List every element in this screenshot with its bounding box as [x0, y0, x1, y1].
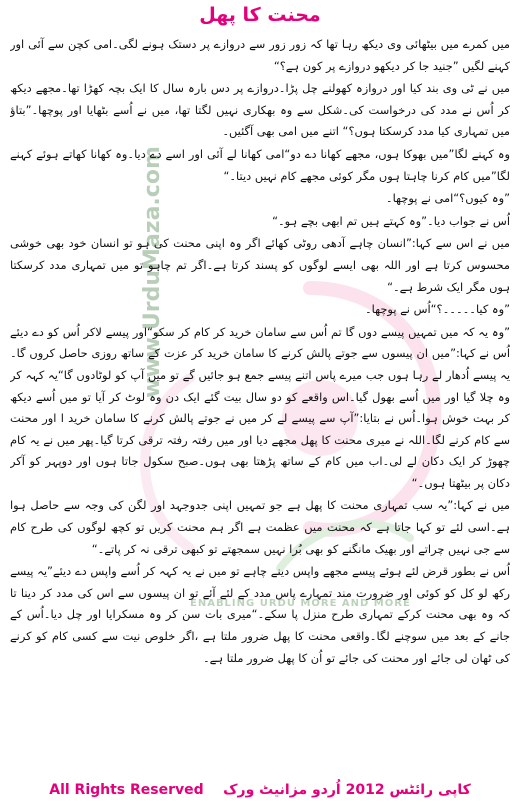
paragraph-5: اُس نے جواب دیا۔”وہ کہتے ہیں تم ابھی بچے ہو۔“	[272, 213, 510, 228]
paragraph-2: میں نے ٹی وی بند کیا اور دروازہ کھولنے چل پڑا۔دروازے پر دس بارہ سال کا ایک بچہ کھڑا تھا۔مجھے دیکھ کر اُس نے مدد کی درخواست کی۔شکل سے وہ بھکاری نہیں لگتا تھا، میں نے اُسے بٹھایا اور پوچھا۔”بتاؤ میں تمہاری کیا مدد کرسکتا ہوں؟“ اتنے میں امی بھی آگئیں۔	[10, 81, 510, 139]
copyright-footer	[0, 782, 520, 806]
rights-text: All Rights Reserved	[49, 782, 204, 798]
watermark-tagline: ENABLING URDU MORE AND MORE	[190, 598, 411, 609]
paragraph-7: ”وہ کیا۔۔۔۔۔؟“اُس نے پوچھا۔	[365, 302, 510, 317]
paragraph-6: میں نے اس سے کہا:”انسان چاہے آدھی روٹی کھائے اگر وہ اپنی محنت کی ہو تو انسان خود بھی خوشی محسوس کرتا ہے اور اللہ بھی ایسے لوگوں کو پسند کرتا ہے۔اگر تم چاہو تو میں تمہاری مدد کرسکتا ہوں مگر ایک شرط ہے۔“	[10, 236, 510, 294]
paragraph-1: میں کمرے میں بیٹھائی وی دیکھ رہا تھا کہ زور زور سے دروازے پر دستک ہونے لگی۔امی کچن سے آئی اور کہنے لگیں ”جنید جا کر دیکھو دروازے پر کون ہے؟“	[10, 37, 510, 73]
paragraph-4: ”وہ کیوں؟“امی نے پوچھا۔	[385, 191, 510, 206]
article-body	[10, 34, 510, 752]
watermark-url: www.UrduMaza.com	[140, 146, 165, 398]
paragraph-3: وہ کہنے لگا”میں بھوکا ہوں، مجھے کھانا دے دو“امی کھانا لے آئی اور اسے دے دیا۔وہ کھانا کھاتے ہوئے کہنے لگا”میں کام کرنا چاہتا ہوں مگر کوئی مجھے کام نہیں دیتا۔“	[10, 146, 510, 183]
page-title: محنت کا پھل	[199, 4, 321, 26]
paragraph-9: میں نے کہا:”یہ سب تمہاری محنت کا پھل ہے جو تمہیں اپنی جدوجہد اور لگن کی وجہ سے حاصل ہوا ہے۔اسی لئے تو کہا جاتا ہے کہ محنت میں عظمت ہے اگر ہم محنت کریں تو کچھ لوگوں کی طرح کام سے جی نہیں چراتے اور بھیک مانگنے کو بھی بُرا نہیں سمجھتے تو کبھی ترقی نہ کر پاتے۔“	[10, 498, 510, 556]
copyright-urdu-text: کاپی رائٹس 2012 اُردو مزانیٹ ورک	[223, 782, 471, 798]
paragraph-8: ”وہ یہ کہ میں تمہیں پیسے دوں گا تم اُس سے سامان خرید کر کام کر سکو“اور پیسے لاکر اُس کو دے دیئے اُس نے کہا:”میں ان پیسوں سے جوتے پالش کرنے کا سامان خرید کر عزت کے ساتھ روزی حاصل کروں گا۔یہ پیسے اُدھار لے رہا ہوں جب میرے پاس اتنے پیسے جمع ہو جائیں گے تو میں آپ کو لوٹادوں گا“یہ کہہ کر وہ چلا گیا اور میں اُسے بھول گیا۔اس واقعے کو دو سال بیت گئے ایک دن وہ لوٹ کر آیا تو میں اُسے دیکھ کر بہت خوش ہوا۔اُس نے بتایا:”آپ سے پیسے لے کر میں نے جوتے پالش کرنے کا سامان خرید ا اور محنت سے کام کرنے لگا۔اللہ نے میری محنت کا پھل مجھے دیا اور میں رفتہ رفتہ ترقی کرتا گیا۔پھر میں نے یہ کام چھوڑ کر ایک دکان لے لی۔اب میں کام کے ساتھ پڑھتا بھی ہوں۔صبح سکول جاتا ہوں اور دوپہر کو آکر دکان پر بیٹھتا ہوں۔“	[10, 324, 510, 490]
paragraph-10: اُس نے بطور قرض لئے ہوئے پیسے مجھے واپس دینے چاہے تو میں نے یہ کہہ کر اُسے واپس دے دیئے”یہ پیسے رکھ لو کل کو کوئی اور ضرورت مند تمہارے پاس مدد کے لئے آئے تو ان پیسوں سے اس کی مدد کر دینا تا کہ وہ بھی محنت کرکے تمہاری طرح منزل پا سکے۔“میری بات سن کر وہ مسکرایا اور چل دیا۔اُس کے جانے کے بعد میں سوچنے لگا۔واقعی محنت کا پھل ضرور ملتا ہے ،اگر خلوص نیت سے کسی کام کو کرنے کی ٹھان لی جائے اور محنت کی جائے تو اُن کا پھل ضرور ملتا ہے۔	[10, 564, 510, 665]
